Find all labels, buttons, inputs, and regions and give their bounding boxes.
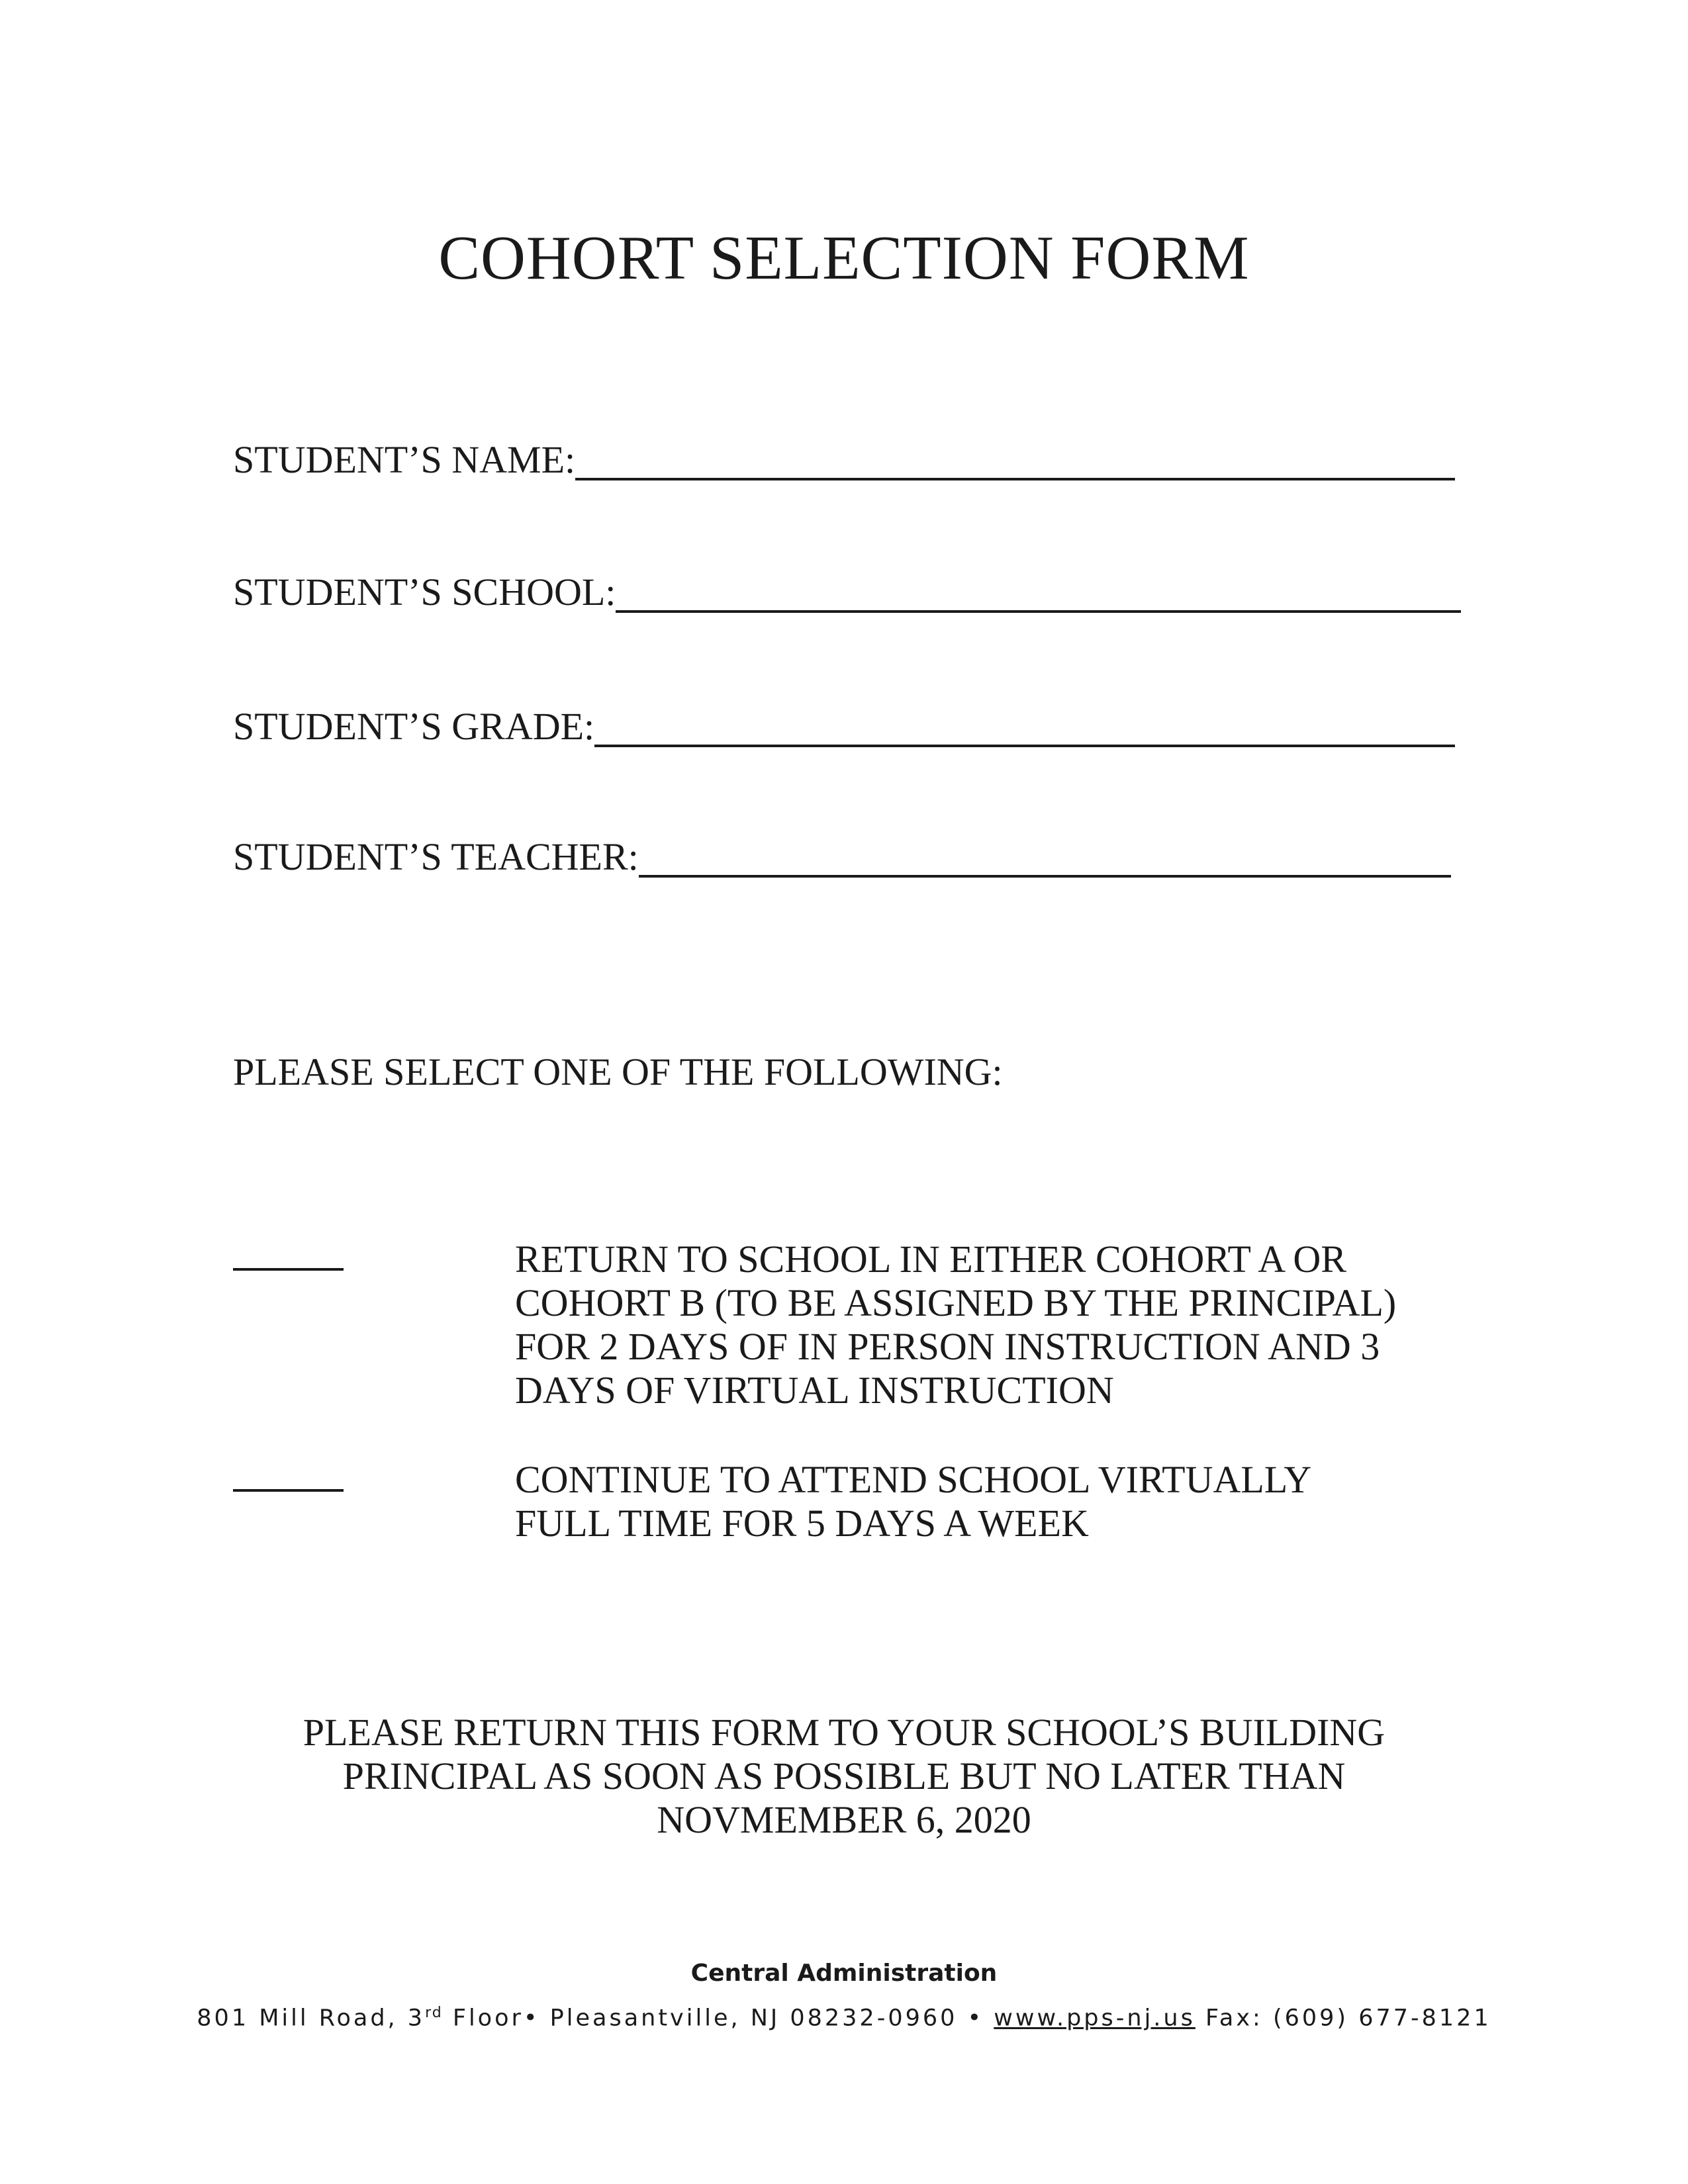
return-instructions bbox=[0, 1711, 1688, 1842]
option-virtual-line: FULL TIME FOR 5 DAYS A WEEK bbox=[515, 1502, 1089, 1545]
student-teacher-line[interactable] bbox=[639, 835, 1451, 878]
student-name-line[interactable] bbox=[575, 438, 1455, 480]
student-school-field[interactable] bbox=[233, 563, 1461, 615]
student-grade-label: STUDENT’S GRADE: bbox=[233, 705, 595, 748]
return-line: NOVMEMBER 6, 2020 bbox=[657, 1798, 1031, 1841]
option-cohort-checkbox-line[interactable] bbox=[233, 1268, 344, 1271]
student-school-line[interactable] bbox=[616, 570, 1461, 613]
option-cohort-line: RETURN TO SCHOOL IN EITHER COHORT A OR bbox=[515, 1238, 1346, 1281]
form-title: COHORT SELECTION FORM bbox=[438, 224, 1250, 293]
return-line: PLEASE RETURN THIS FORM TO YOUR SCHOOL’S BUILDING bbox=[303, 1711, 1385, 1754]
student-teacher-label: STUDENT’S TEACHER: bbox=[233, 835, 639, 878]
option-virtual-checkbox-line[interactable] bbox=[233, 1489, 344, 1492]
option-cohort-line: DAYS OF VIRTUAL INSTRUCTION bbox=[515, 1369, 1114, 1412]
student-name-label: STUDENT’S NAME: bbox=[233, 438, 576, 481]
student-grade-line[interactable] bbox=[594, 705, 1455, 747]
option-virtual-text bbox=[515, 1458, 1481, 1545]
footer-address-city: Floor• Pleasantville, NJ 08232-0960 • bbox=[442, 2005, 994, 2032]
selection-instruction: PLEASE SELECT ONE OF THE FOLLOWING: bbox=[233, 1050, 1003, 1093]
student-school-label: STUDENT’S SCHOOL: bbox=[233, 570, 616, 614]
student-grade-field[interactable] bbox=[233, 697, 1455, 750]
footer-address bbox=[0, 1999, 1688, 2033]
option-cohort-text bbox=[515, 1238, 1481, 1412]
option-cohort-line: COHORT B (TO BE ASSIGNED BY THE PRINCIPAL) bbox=[515, 1281, 1397, 1324]
option-virtual-line: CONTINUE TO ATTEND SCHOOL VIRTUALLY bbox=[515, 1458, 1312, 1501]
footer-fax: Fax: (609) 677-8121 bbox=[1195, 2005, 1491, 2032]
option-cohort-line: FOR 2 DAYS OF IN PERSON INSTRUCTION AND 3 bbox=[515, 1325, 1380, 1368]
footer-address-street: 801 Mill Road, 3 bbox=[197, 2005, 426, 2032]
footer-website-link[interactable]: www.pps-nj.us bbox=[994, 2005, 1196, 2032]
footer-address-superscript: rd bbox=[425, 2005, 443, 2021]
student-name-field[interactable] bbox=[233, 430, 1455, 483]
return-line: PRINCIPAL AS SOON AS POSSIBLE BUT NO LATER THAN bbox=[342, 1754, 1346, 1797]
footer-title: Central Administration bbox=[690, 1960, 998, 1987]
student-teacher-field[interactable] bbox=[233, 827, 1451, 880]
